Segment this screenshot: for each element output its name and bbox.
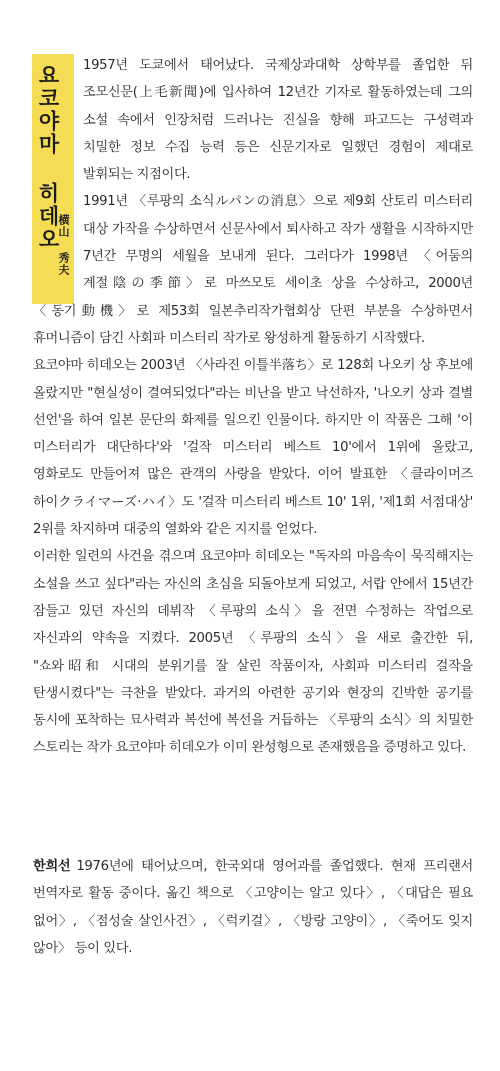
author-bio-paragraph-4: 이러한 일련의 사건을 겪으며 요코야마 히데오는 "독자의 마음속이 묵직해지는 소설을 쓰고 싶다"라는 자신의 초심을 되돌아보게 되었고, 서랍 안에서 15년간 잠들고 있던 자신의 데뷔작 〈루팡의 소식〉을 전면 수정하는 작업으로 자신과의 약속을 지켰다. 2005년 〈루팡의 소식〉을 새로 출간한 뒤, "쇼와昭和 시대의 분위기를 잘 살린 작품이자, 사회파 미스터리 걸작을 탄생시켰다"는 극찬을 받았다. 과거의 아련한 공기와 현장의 긴박한 공기를 동시에 포착하는 묘사력과 복선에 복선을 거듭하는 〈루팡의 소식〉의 치밀한 스토리는 작가 요코야마 히데오가 이미 완성형으로 존재했음을 증명하고 있다. — [33, 549, 473, 756]
translator-name: 한희선 — [33, 859, 71, 874]
author-bio-paragraph-2: 1991년 〈루팡의 소식ルパンの消息〉으로 제9회 산토리 미스터리 대상 가작을 수상하면서 신문사에서 퇴사하고 작가 생활을 시작하지만 7년간 무명의 세월을 보내게 된다. 그러다가 1998년 〈어둠의 계절陰の季節〉로 마쓰모토 세이초 상을 수상하고, 2000년 〈동기動機〉로 제53회 일본추리작가협회상 단편 부분을 수상하면서 휴머니즘이 담긴 사회파 미스터리 작가로 왕성하게 활동하기 시작했다. — [33, 194, 473, 346]
name-box-spacer — [33, 52, 83, 292]
translator-bio-paragraph — [33, 853, 473, 962]
author-bio-paragraph-1: 1957년 도쿄에서 태어났다. 국제상과대학 상학부를 졸업한 뒤 조모신문(上毛新聞)에 입사하여 12년간 기자로 활동하였는데 그의 소설 속에서 인장처럼 드러나는 진실을 향해 파고드는 구성력과 치밀한 정보 수집 능력 등은 신문기자로 일했던 경험이 제대로 발휘되는 지점이다. — [83, 58, 473, 183]
author-name-japanese: 横山 秀夫 — [57, 214, 70, 276]
author-bio — [33, 52, 473, 762]
translator-bio-text: 1976년에 태어났으며, 한국외대 영어과를 졸업했다. 현재 프리랜서 번역자로 활동 중이다. 옮긴 책으로 〈고양이는 알고 있다〉, 〈대답은 필요 없어〉, 〈점성술 살인사건〉, 〈럭키걸〉, 〈방랑 고양이〉, 〈죽어도 잊지 않아〉 등이 있다. — [33, 859, 473, 956]
translator-bio — [33, 853, 473, 962]
author-bio-paragraph-3: 요코야마 히데오는 2003년 〈사라진 이틀半落ち〉로 128회 나오키 상 후보에 올랐지만 "현실성이 결여되었다"라는 비난을 받고 낙선하자, '나오키 상과 결별 선언'을 하여 일본 문단의 화제를 일으킨 인물이다. 하지만 이 작품은 그해 '이 미스터리가 대단하다'와 '걸작 미스터리 베스트 10'에서 1위에 올랐고, 영화로도 만들어져 많은 관객의 사랑을 받았다. 이어 발표한 〈클라이머즈 하이クライマーズ·ハイ〉도 '걸작 미스터리 베스트 10' 1위, '제1회 서점대상' 2위를 차지하며 대중의 열화와 같은 지지를 얻었다. — [33, 358, 473, 538]
author-name-korean: 요코야마 히데오 — [36, 64, 60, 251]
